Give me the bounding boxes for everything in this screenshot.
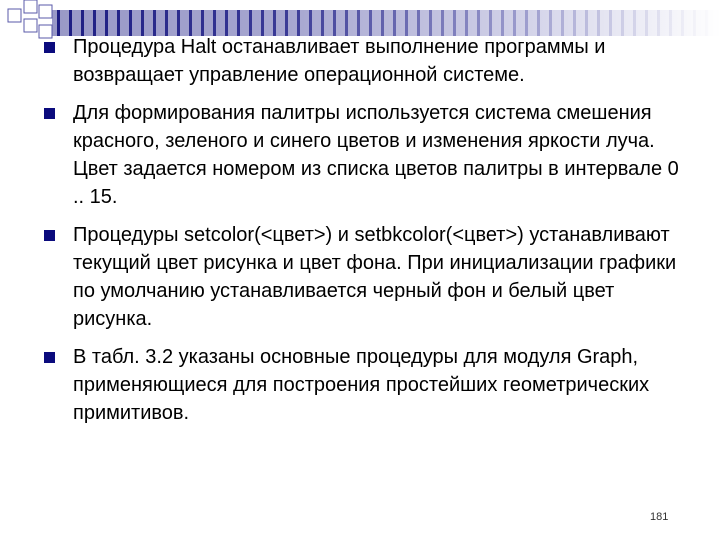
bullet-text: Процедуры setcolor(<цвет>) и setbkcolor(<цвет>) устанавливают текущий цвет рисунка и цвет фона. При инициализации графики по умолчанию устанавливается черный фон и белый цвет рисунка. [73, 224, 677, 330]
bullet-text: В табл. 3.2 указаны основные процедуры для модуля Graph, применяющиеся для построения простейших геометрических примитивов. [73, 346, 650, 424]
bullet-text: Для формирования палитры используется система смешения красного, зеленого и синего цветов и изменения яркости луча. Цвет задается номером из списка цветов палитры в интервале 0 .. 15. [73, 102, 679, 208]
bullet-item [44, 99, 694, 211]
deco-square [24, 19, 37, 32]
bullet-list [44, 33, 694, 437]
deco-square [8, 9, 21, 22]
deco-square [39, 5, 52, 18]
square-bullet-icon [44, 108, 55, 119]
square-bullet-icon [44, 352, 55, 363]
bullet-item [44, 221, 694, 333]
square-bullet-icon [44, 230, 55, 241]
bullet-item [44, 343, 694, 427]
page-number: 181 [650, 511, 669, 523]
deco-square [24, 0, 37, 13]
square-bullet-icon [44, 42, 55, 53]
bullet-text: Процедура Halt останавливает выполнение программы и возвращает управление операционной системе. [73, 36, 606, 86]
bullet-item [44, 33, 694, 89]
